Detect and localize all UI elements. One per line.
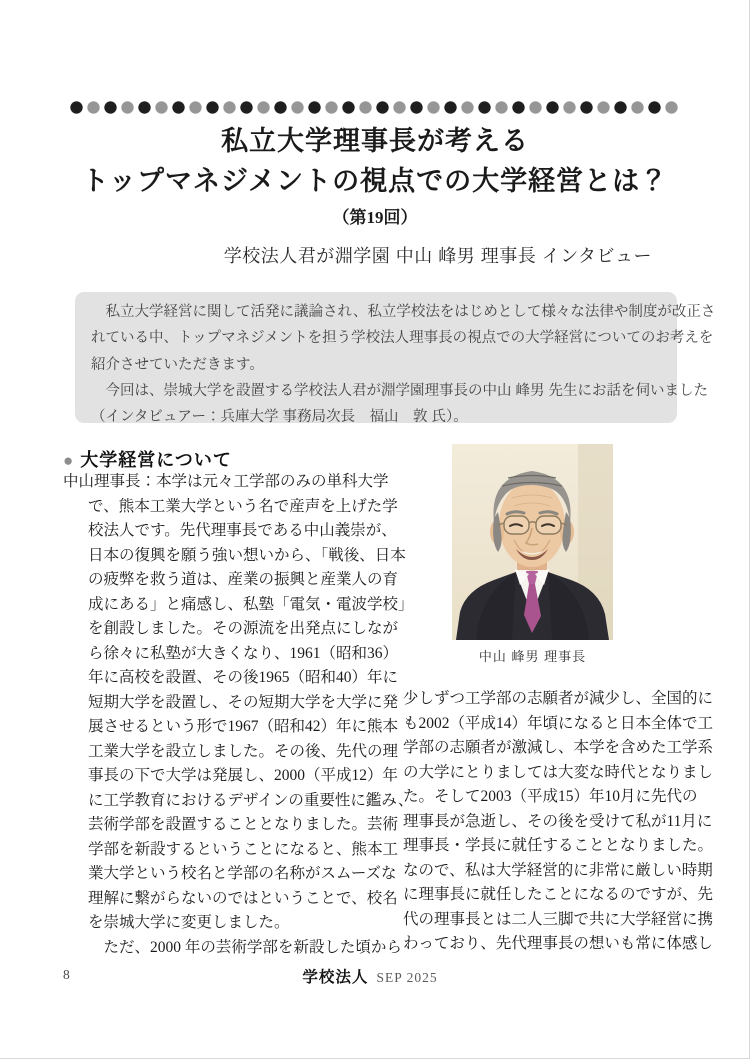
text-line: も2002（平成14）年頃になると日本全体で工 (403, 714, 714, 732)
text-line: 代の理事長とは二人三脚で共に大学経営に携 (403, 910, 714, 928)
text-line: 理事長・学長に就任することとなりました。 (403, 837, 714, 854)
text-line: 事長の下で大学は発展し、2000（平成12）年 (88, 767, 399, 784)
text-line: ただ、2000 年の芸術学部を新設した頃から (88, 938, 402, 956)
text-line: 日本の復興を願う強い想いから、「戦後、日本 (88, 546, 406, 564)
intro-summary-box (75, 292, 716, 426)
text-line: で、熊本工業大学という名で産声を上げた学 (88, 497, 398, 515)
page-number: 8 (63, 967, 70, 982)
text-line: 校法人です。先代理事長である中山義崇が、 (88, 522, 397, 539)
dot-divider (70, 101, 682, 114)
text-line: 学部を新設するということになると、熊本工 (88, 840, 399, 858)
text-line: に工学教育におけるデザインの重要性に鑑み、 (88, 791, 414, 809)
article-title (0, 121, 750, 201)
footer-issue-date: SEP 2025 (376, 970, 438, 985)
text-line: （インタビュアー：兵庫大学 事務局次長 福山 敦 氏）。 (91, 409, 468, 426)
interview-subtitle: 学校法人君が淵学園 中山 峰男 理事長 インタビュー (223, 246, 652, 266)
bullet-icon: ● (63, 451, 75, 470)
section-heading (63, 446, 232, 472)
text-line: 中山理事長：本学は元々工学部のみの単科大学 (63, 473, 389, 490)
footer-brand-logo: 学校法人 (302, 969, 369, 986)
text-line: を創設しました。その源流を出発点にしなが (88, 620, 399, 637)
text-line: を崇城大学に変更しました。 (88, 914, 290, 931)
section-heading-text: 大学経営について (80, 450, 232, 470)
text-line: なので、私は大学経営的に非常に厳しい時期 (403, 861, 713, 879)
text-line: に理事長に就任したことになるのですが、先 (403, 886, 714, 903)
text-line: ら徐々に私塾が大きくなり、1961（昭和36） (88, 644, 399, 662)
text-line: わっており、先代理事長の想いも常に体感し (403, 935, 713, 952)
text-line: 芸術学部を設置することとなりました。芸術 (88, 816, 399, 833)
text-line: 業大学という校名と学部の名称がスムーズな (88, 865, 397, 882)
text-line: 今回は、崇城大学を設置する学校法人君が淵学園理事長の中山 峰男 先生にお話を伺いました (91, 382, 709, 399)
text-line: 短期大学を設置し、その短期大学を大学に発 (88, 693, 399, 711)
text-line: 少しずつ工学部の志願者が減少し、全国的に (403, 690, 714, 707)
body-column-left (63, 470, 414, 960)
text-line: 成にある」と痛感し、私塾「電気・電波学校」 (88, 595, 414, 613)
text-line: 理事長が急逝し、その後を受けて私が11月に (403, 812, 713, 830)
article-title-line1: 私立大学理事長が考える (221, 126, 529, 156)
series-round-label: （第19回） (332, 208, 418, 227)
text-line: 展させるという形で1967（昭和42）年に熊本 (88, 718, 399, 735)
chairman-portrait-image (452, 444, 613, 640)
text-line: の疲弊を救う道は、産業の振興と産業人の育 (88, 571, 399, 588)
footer (0, 965, 740, 987)
text-line: 学部の志願者が激減し、本学を含めた工学系 (403, 739, 714, 756)
text-line: 理解に繋がらないのではということで、校名 (88, 889, 398, 907)
portrait-photo-block (452, 444, 613, 665)
photo-caption: 中山 峰男 理事長 (478, 649, 587, 664)
text-line: た。そして2003（平成15）年10月に先代の (403, 788, 698, 805)
text-line: 紹介させていただきます。 (91, 356, 264, 373)
article-title-line2: トップマネジメントの視点での大学経営とは？ (81, 166, 669, 196)
body-column-right (403, 687, 715, 957)
text-line: 工業大学を設立しました。その後、先代の理 (88, 742, 399, 760)
text-line: の大学にとりましては大変な時代となりまし (403, 763, 714, 781)
text-line: れている中、トップマネジメントを担う学校法人理事長の視点での大学経営についてのお考えを (91, 330, 714, 347)
text-line: 年に高校を設置、その後1965（昭和40）年に (88, 669, 399, 686)
text-line: 私立大学経営に関して活発に議論され、私立学校法をはじめとして様々な法律や制度が改正さ (91, 304, 716, 320)
